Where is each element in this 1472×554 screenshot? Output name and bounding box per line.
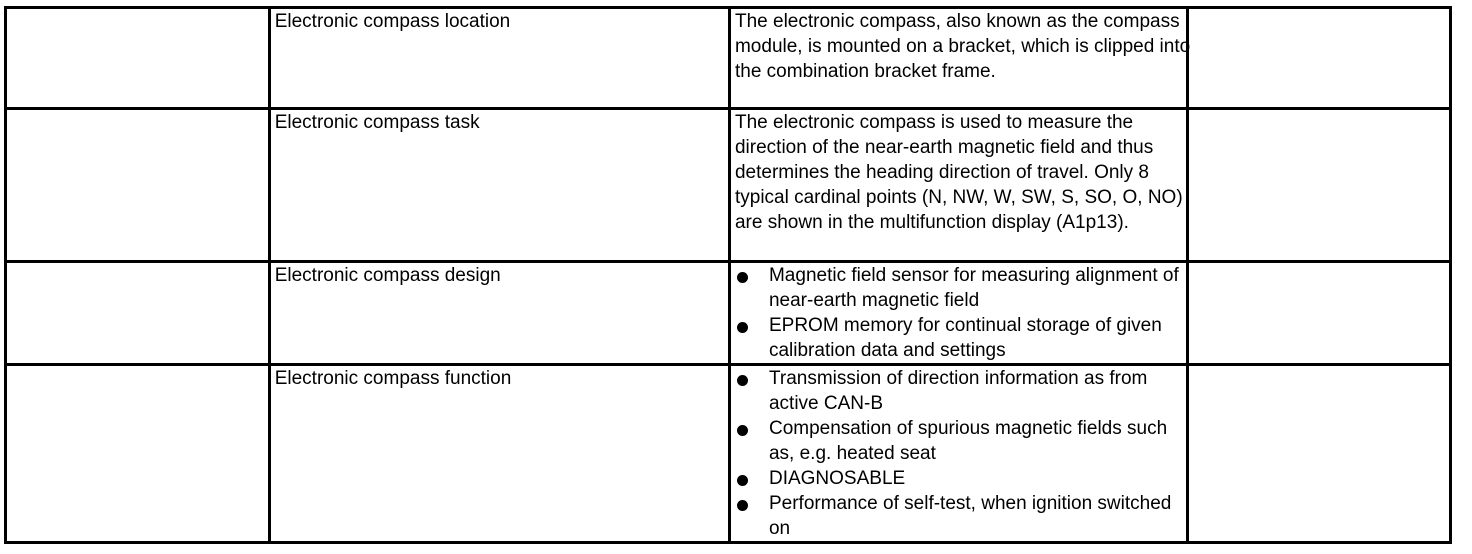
empty-cell (6, 8, 270, 109)
list-item (735, 263, 1186, 313)
topic-label: Electronic compass task (274, 112, 480, 133)
list-item (735, 416, 1186, 466)
bullet-list (735, 263, 1186, 363)
list-item (735, 466, 1186, 491)
bullet-text: Compensation of spurious magnetic fields such as, e.g. heated seat (768, 418, 1168, 464)
list-item (735, 366, 1186, 416)
description-cell (729, 8, 1191, 109)
empty-cell (1188, 262, 1451, 365)
bullet-text: EPROM memory for continual storage of given calibration data and settings (768, 315, 1162, 361)
description-text: The electronic compass is used to measure the direction of the near-earth magnetic field and thus determines the heading direction of travel. Only 8 typical cardinal points (N, NW, W, SW, S, SO, O, NO) are shown in the multifunction display (A1p13). (734, 112, 1183, 233)
list-item (735, 313, 1186, 363)
empty-cell (1188, 365, 1451, 543)
topic-label: Electronic compass function (274, 368, 512, 389)
description-cell (729, 365, 1187, 543)
bullet-text: DIAGNOSABLE (768, 468, 906, 489)
bullet-dot-icon (737, 425, 748, 436)
bullet-dot-icon (737, 500, 748, 511)
bullet-dot-icon (737, 475, 748, 486)
empty-cell (1188, 8, 1451, 109)
empty-cell (6, 109, 270, 262)
bullet-dot-icon (737, 375, 748, 386)
bullet-dot-icon (737, 272, 748, 283)
topic-cell (269, 109, 729, 262)
bullet-list (735, 366, 1186, 541)
topic-label: Electronic compass design (274, 265, 501, 286)
description-text: The electronic compass, also known as the compass module, is mounted on a bracket, which is clipped into the combination bracket frame. (734, 11, 1191, 82)
empty-cell (1188, 109, 1451, 262)
description-cell (729, 262, 1187, 365)
empty-cell (6, 365, 270, 543)
table-row (6, 262, 1451, 365)
topic-label: Electronic compass location (274, 11, 511, 32)
table-row (6, 109, 1451, 262)
topic-cell (269, 8, 729, 109)
list-item (735, 491, 1186, 541)
bullet-text: Transmission of direction information as from active CAN-B (768, 368, 1148, 414)
bullet-text: Performance of self-test, when ignition switched on (768, 493, 1172, 539)
table-row (6, 365, 1451, 543)
empty-cell (6, 262, 270, 365)
bullet-dot-icon (737, 322, 748, 333)
topic-cell (269, 262, 729, 365)
description-cell (729, 109, 1187, 262)
compass-info-table (4, 6, 1452, 544)
topic-cell (269, 365, 729, 543)
table-row (6, 8, 1451, 109)
bullet-text: Magnetic field sensor for measuring alignment of near-earth magnetic field (768, 265, 1179, 311)
